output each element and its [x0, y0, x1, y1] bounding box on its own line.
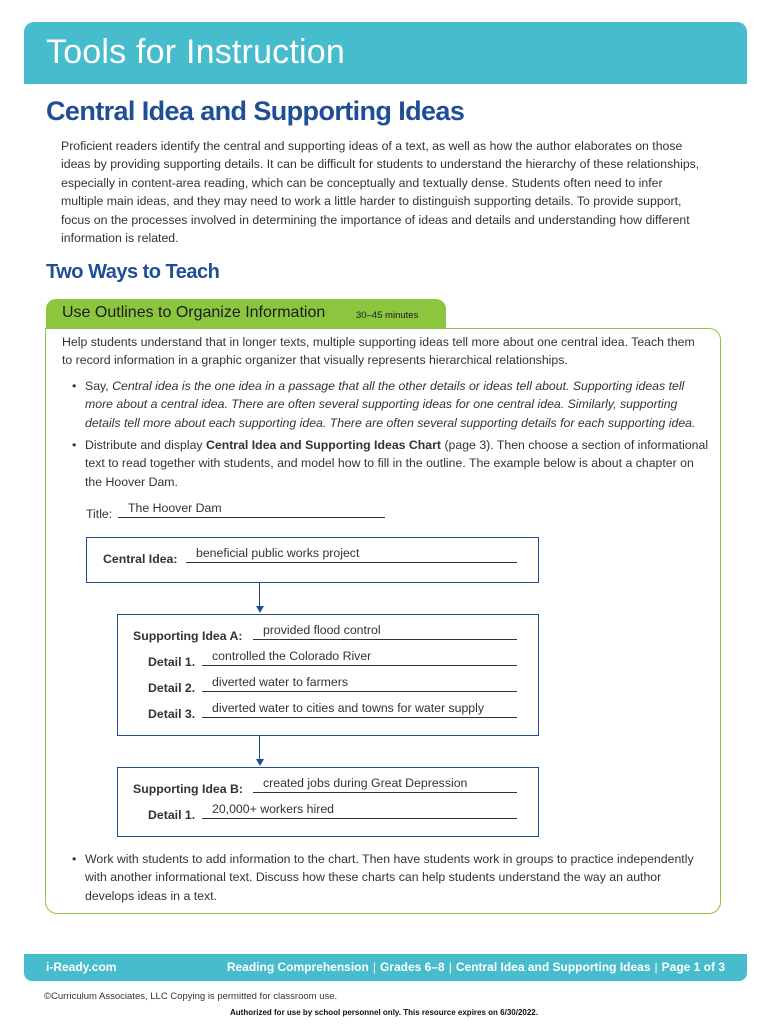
arrow-down-icon — [256, 606, 264, 613]
detail-label: Detail 2. — [148, 681, 196, 695]
footer-subject: Reading Comprehension — [226, 960, 369, 974]
footer-bar — [24, 954, 747, 981]
bullet-practice — [72, 850, 712, 905]
bullet-say — [72, 377, 712, 432]
detail-label: Detail 1. — [148, 655, 196, 669]
footer-grades: Grades 6–8 — [379, 960, 445, 974]
detail-field: 20,000+ workers hired — [202, 802, 517, 819]
bullet-distribute-rest: (page 3). Then choose a section of informational text to read together with students, and model how to fill in the outline. The example below is about a chapter on the Hoover Dam. — [85, 438, 709, 489]
bullet-distribute — [72, 436, 712, 491]
activity-time: 30–45 minutes — [356, 310, 419, 321]
chart-reference: Central Idea and Supporting Ideas Chart — [205, 438, 442, 452]
supporting-idea-a-label: Supporting Idea A: — [133, 629, 243, 643]
copyright: ©Curriculum Associates, LLC Copying is permitted for classroom use. — [44, 991, 338, 1002]
supporting-idea-b-field: created jobs during Great Depression — [253, 776, 517, 793]
supporting-idea-a-field: provided flood control — [253, 623, 517, 640]
title-field: The Hoover Dam — [118, 501, 385, 518]
footer-separator: | — [654, 960, 658, 974]
arrow-line — [259, 735, 260, 760]
bullet-dot: • — [72, 438, 77, 452]
footer-page: Page 1 of 3 — [661, 960, 725, 974]
detail-field: diverted water to farmers — [202, 675, 517, 692]
supporting-idea-b-label: Supporting Idea B: — [133, 782, 243, 796]
footer-topic: Central Idea and Supporting Ideas — [455, 960, 651, 974]
bullet-distribute-prefix: Distribute and display — [85, 438, 206, 452]
bullet-practice-text: Work with students to add information to the chart. Then have students work in groups to practice independently with another informational text. Discuss how these charts can help students understand the way an author develops ideas in a text. — [85, 852, 694, 903]
detail-label: Detail 1. — [148, 808, 196, 822]
bullet-dot: • — [72, 379, 77, 393]
activity-tab — [46, 299, 446, 329]
title-label: Title: — [86, 507, 113, 521]
detail-field: diverted water to cities and towns for water supply — [202, 701, 517, 718]
authorization-notice: Authorized for use by school personnel only. This resource expires on 6/30/2022. — [230, 1008, 538, 1017]
footer-separator: | — [372, 960, 376, 974]
footer-site-link[interactable]: i-Ready.com — [46, 960, 117, 974]
arrow-line — [259, 582, 260, 607]
central-idea-field: beneficial public works project — [186, 546, 517, 563]
bullet-dot: • — [72, 852, 77, 866]
activity-title: Use Outlines to Organize Information — [62, 304, 326, 321]
arrow-down-icon — [256, 759, 264, 766]
section-heading: Two Ways to Teach — [46, 261, 220, 283]
bullet-say-quote: Central idea is the one idea in a passage that all the other details or ideas tell about. Supporting ideas tell more about a central idea. There are often several supporting ideas for one central idea. Similarly, supporting details tell more about each supporting idea. There are often several supporting details for each supporting idea. — [85, 379, 696, 430]
header-bar — [24, 22, 747, 84]
intro-paragraph: Proficient readers identify the central and supporting ideas of a text, as well as how the author elaborates on those ideas by providing supporting details. It can be difficult for students to understand the hierarchy of these relationships, especially in content-area reading, which can be conceptually and textually dense. Students often need to infer multiple main ideas, and they may need to work a little harder to distinguish supporting details. To provide support, focus on the processes involved in determining the importance of ideas and details and understanding how different information is related. — [61, 139, 700, 246]
header-title: Tools for Instruction — [46, 33, 345, 71]
central-idea-label: Central Idea: — [103, 552, 178, 566]
bullet-say-prefix: Say, — [85, 379, 113, 393]
page-title: Central Idea and Supporting Ideas — [46, 96, 465, 126]
detail-field: controlled the Colorado River — [202, 649, 517, 666]
detail-label: Detail 3. — [148, 707, 196, 721]
footer-separator: | — [448, 960, 452, 974]
footer-meta — [227, 960, 725, 974]
activity-intro: Help students understand that in longer texts, multiple supporting ideas tell more about one central idea. Teach them to record information in a graphic organizer that visually represents hierarchical relationships. — [62, 335, 695, 368]
